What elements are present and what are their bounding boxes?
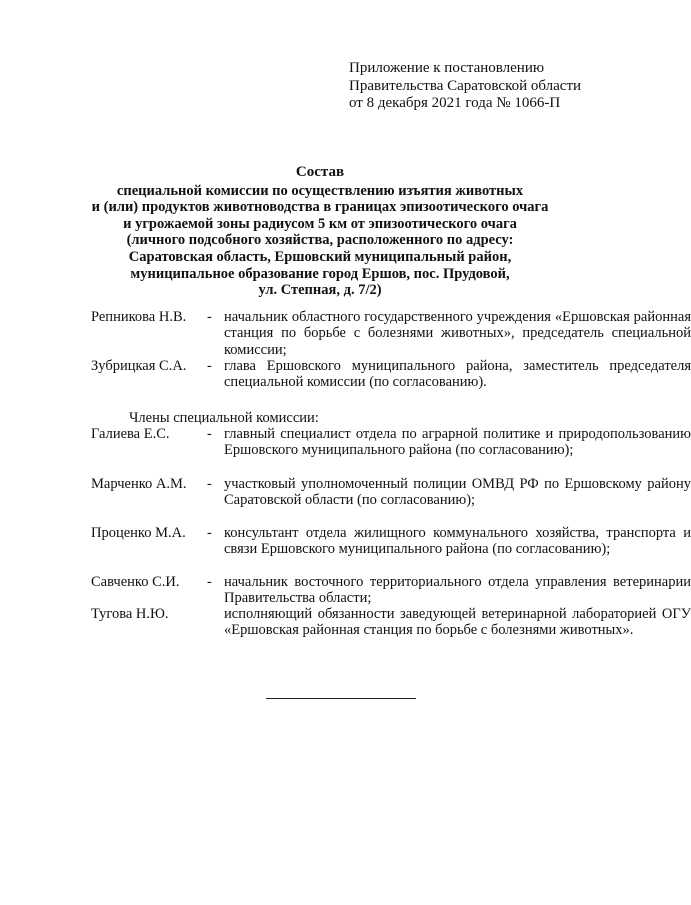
title-line: и (или) продуктов животноводства в границах эпизоотического очага <box>91 199 549 216</box>
title-line: специальной комиссии по осуществлению изъятия животных <box>116 182 524 199</box>
title-line: и угрожаемой зоны радиусом 5 км от эпизоотического очага <box>123 215 517 232</box>
entry-dash: - <box>207 574 212 590</box>
closing-divider-line <box>266 698 416 699</box>
person-position: исполняющий обязанности заведующей ветеринарной лабораторией ОГУ «Ершовская районная станция по борьбе с болезнями животных». <box>224 606 691 639</box>
appendix-line-3: от 8 декабря 2021 года № 1066-П <box>349 95 561 111</box>
title-line: Саратовская область, Ершовский муниципальный район, <box>128 248 512 265</box>
person-position: глава Ершовского муниципального района, заместитель председателя специальной комиссии (по согласованию). <box>224 358 691 391</box>
person-name: Тугова Н.Ю. <box>91 606 169 622</box>
entry-dash: - <box>207 525 212 541</box>
person-position: начальник областного государственного учреждения «Ершовская районная станция по борьбе с болезнями животных», председатель специальной комиссии; <box>224 309 691 358</box>
members-label: Члены специальной комиссии: <box>129 410 319 426</box>
appendix-line-2: Правительства Саратовской области <box>349 77 582 94</box>
entry-dash: - <box>207 309 212 325</box>
entry-dash: - <box>207 476 212 492</box>
title-line: (личного подсобного хозяйства, расположенного по адресу: <box>126 232 514 249</box>
appendix-line-1: Приложение к постановлению <box>349 60 545 76</box>
person-name: Зубрицкая С.А. <box>91 358 187 374</box>
person-name: Савченко С.И. <box>91 574 180 590</box>
person-position: главный специалист отдела по аграрной политике и природопользованию Ершовского муниципального района (по согласованию); <box>224 426 691 459</box>
person-position: консультант отдела жилищного коммунального хозяйства, транспорта и связи Ершовского муниципального района (по согласованию); <box>224 525 691 558</box>
entry-dash: - <box>207 426 212 442</box>
person-position: участковый уполномоченный полиции ОМВД РФ по Ершовскому району Саратовской области (по согласованию); <box>224 476 691 509</box>
person-name: Марченко А.М. <box>91 476 187 492</box>
person-position: начальник восточного территориального отдела управления ветеринарии Правительства области; <box>224 574 691 607</box>
title-line: ул. Степная, д. 7/2) <box>258 282 382 299</box>
title-heading: Состав <box>295 164 345 180</box>
appendix-header <box>349 60 581 113</box>
person-name: Галиева Е.С. <box>91 426 170 442</box>
document-title <box>80 164 560 299</box>
person-name: Репникова Н.В. <box>91 309 187 325</box>
entry-dash: - <box>207 358 212 374</box>
person-name: Проценко М.А. <box>91 525 186 541</box>
title-line: муниципальное образование город Ершов, пос. Прудовой, <box>130 265 510 282</box>
